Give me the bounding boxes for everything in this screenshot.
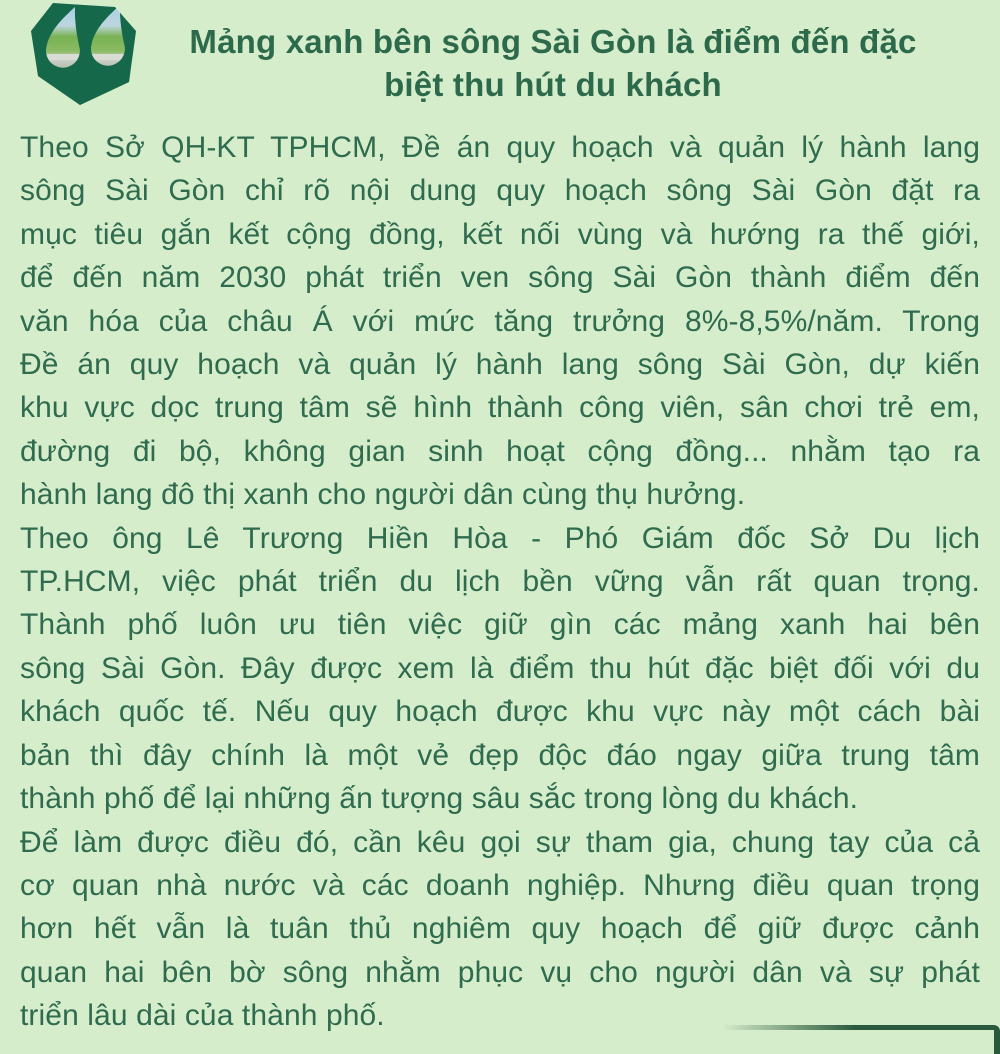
article-line: hơn hết vẫn là tuân thủ nghiêm quy hoạch để giữ được cảnh	[20, 912, 980, 946]
page-title-line-2: biệt thu hút du khách	[384, 66, 722, 103]
article-body	[0, 118, 1000, 1038]
article-line: sông Sài Gòn chỉ rõ nội dung quy hoạch sông Sài Gòn đặt ra	[20, 174, 980, 208]
article-line: triển lâu dài của thành phố.	[20, 999, 385, 1033]
article-line: Theo Sở QH-KT TPHCM, Đề án quy hoạch và quản lý hành lang	[20, 131, 980, 164]
page-title-line-1: Mảng xanh bên sông Sài Gòn là điểm đến đặc	[189, 23, 917, 60]
paragraph-2	[20, 517, 980, 821]
article-line: Đề án quy hoạch và quản lý hành lang sông Sài Gòn, dự kiến	[20, 348, 980, 382]
paragraph-1	[20, 126, 980, 517]
article-line: Thành phố luôn ưu tiên việc giữ gìn các mảng xanh hai bên	[20, 608, 980, 642]
page-title	[138, 0, 990, 106]
paragraph-3	[20, 821, 980, 1038]
article-line: đường đi bộ, không gian sinh hoạt cộng đồng... nhằm tạo ra	[20, 434, 980, 468]
article-line: khu vực dọc trung tâm sẽ hình thành công viên, sân chơi trẻ em,	[20, 391, 980, 425]
article-line: để đến năm 2030 phát triển ven sông Sài Gòn thành điểm đến	[20, 261, 980, 295]
article-line: Để làm được điều đó, cần kêu gọi sự tham gia, chung tay của cả	[20, 825, 980, 859]
article-line: bản thì đây chính là một vẻ đẹp độc đáo ngay giữa trung tâm	[20, 738, 980, 772]
article-line: thành phố để lại những ấn tượng sâu sắc trong lòng du khách.	[20, 782, 859, 816]
article-line: mục tiêu gắn kết cộng đồng, kết nối vùng và hướng ra thế giới,	[20, 217, 980, 251]
quote-badge-icon	[16, 2, 138, 106]
bottom-right-rule	[722, 1025, 1000, 1054]
article-line: khách quốc tế. Nếu quy hoạch được khu vực này một cách bài	[20, 695, 980, 729]
article-line: hành lang đô thị xanh cho người dân cùng thụ hưởng.	[20, 478, 746, 512]
article-line: Theo ông Lê Trương Hiền Hòa - Phó Giám đốc Sở Du lịch	[20, 521, 980, 555]
article-header	[0, 0, 1000, 118]
article-line: văn hóa của châu Á với mức tăng trưởng 8%-8,5%/năm. Trong	[20, 304, 980, 338]
article-line: quan hai bên bờ sông nhằm phục vụ cho người dân và sự phát	[20, 955, 980, 989]
article-line: TP.HCM, việc phát triển du lịch bền vững vẫn rất quan trọng.	[20, 565, 980, 599]
article-line: sông Sài Gòn. Đây được xem là điểm thu hút đặc biệt đối với du	[20, 651, 980, 685]
article-line: cơ quan nhà nước và các doanh nghiệp. Nhưng điều quan trọng	[20, 868, 980, 902]
